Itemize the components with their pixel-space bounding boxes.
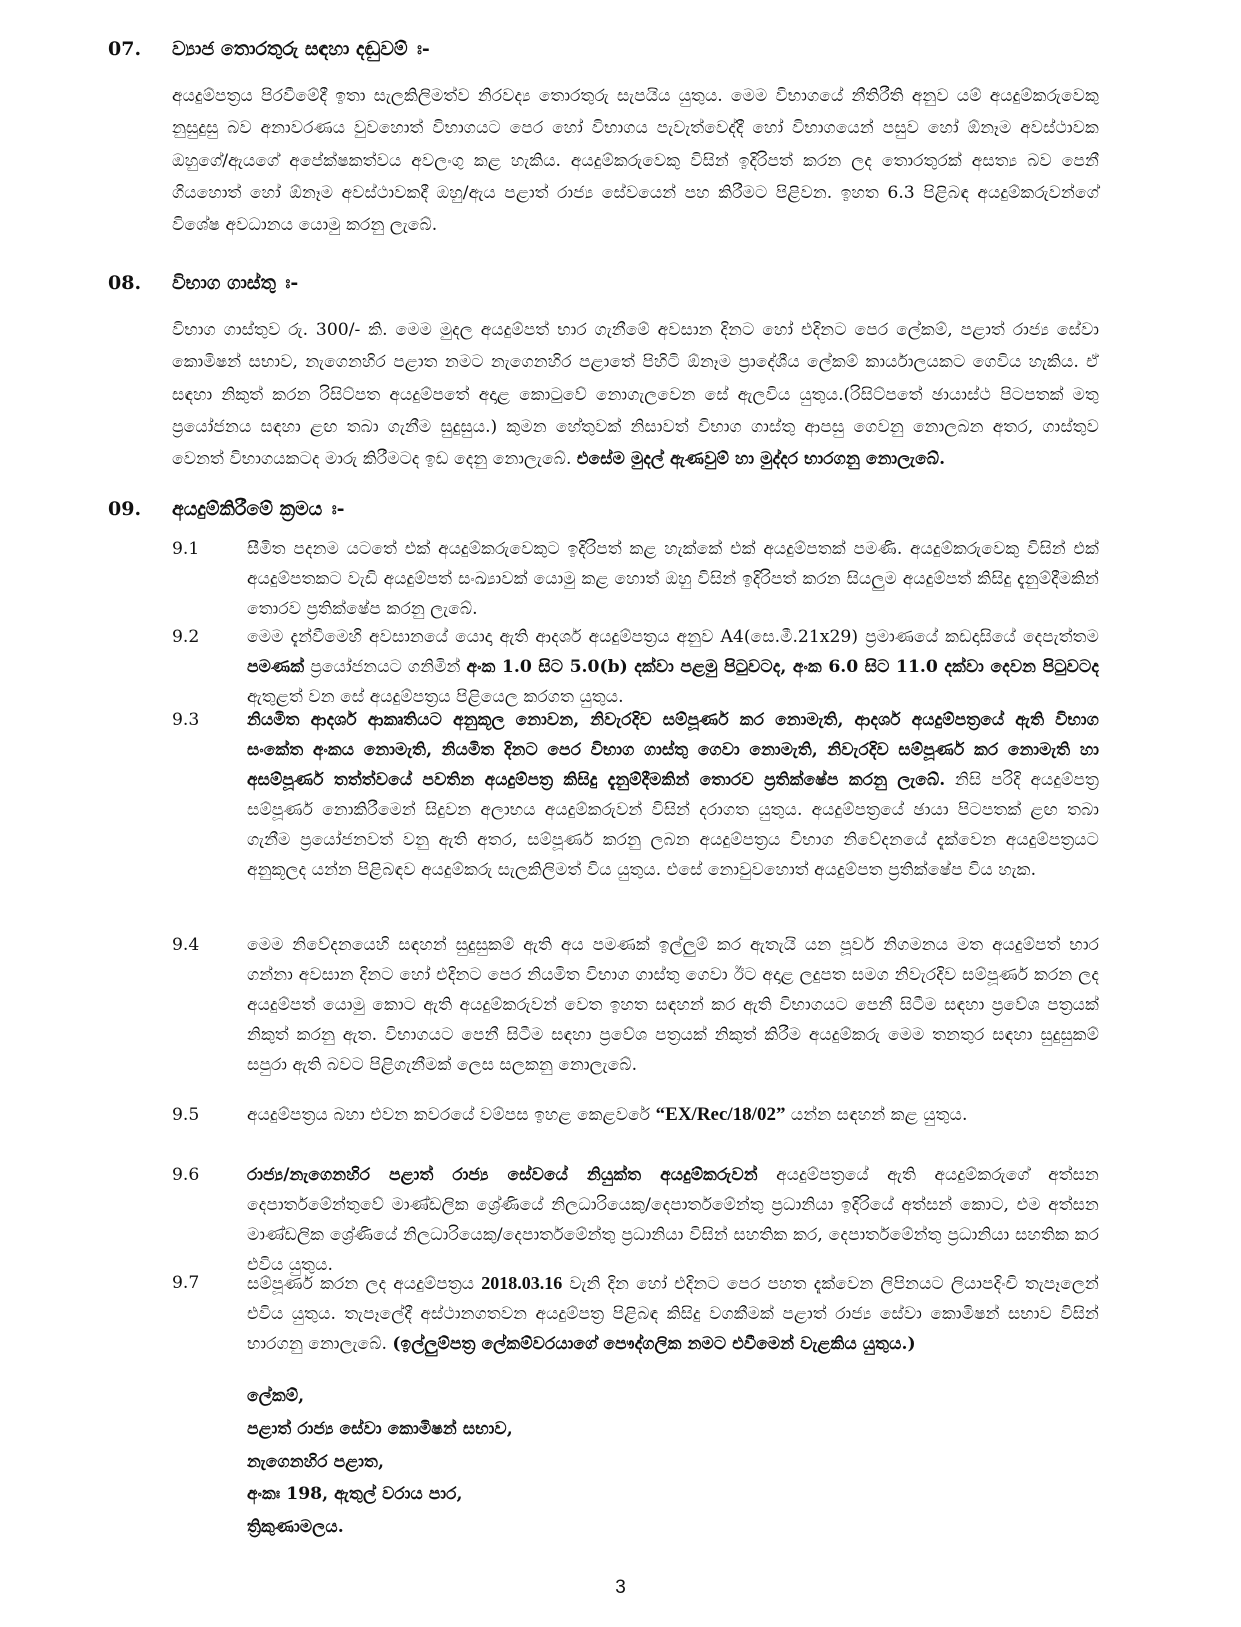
- text-run: ප්‍රයෝජනයට ගනිමින්: [304, 657, 467, 677]
- bold-text-run: අංක 1.0 සිට 5.0(b) දක්වා පළමු පිටුවටද, අංක 6.0 සිට 11.0 දක්වා දෙවන පිටුවටද: [466, 657, 1099, 677]
- section-08-heading: [0, 272, 1241, 302]
- section-07-heading: [0, 38, 1241, 68]
- bold-text-run: රාජ්‍ය/නැගෙනහිර පළාත් රාජ්‍ය සේවයේ නියුක්ත අයදුම්කරුවන්: [247, 1165, 758, 1185]
- text-run: සම්පූර්ණ කරන ලද අයදුම්පත්‍රය: [247, 1274, 482, 1294]
- text-run: අයදුම්පත්‍රයේ ඇති අයදුම්කරුගේ අත්සන දෙපාර්තමේන්තුවේ මාණ්ඩලික ශ්‍රේණියේ නිලධාරියෙකු/දෙපාර්තමේන්තු ප්‍රධානියා ඉදිරියේ අත්සන් කොට, එම අත්සන මාණ්ඩලික ශ්‍රේණියේ නිලධාරියෙකු/දෙපාර්තමේන්තු ප්‍රධානියා විසින් සහතික කර, දෙපාර්තමේන්තු ප්‍රධානියා සහතික කර එවිය යුතුය.: [247, 1165, 1099, 1275]
- section-number: 09.: [108, 498, 142, 520]
- item-number: 9.1: [172, 539, 200, 559]
- item-text: [247, 1160, 1099, 1280]
- bold-text-run: (ඉල්ලුම්පත්‍ර ලේකම්වරයාගේ පෞද්ගලික නමට එවීමෙන් වැළකිය යුතුය.): [392, 1334, 916, 1354]
- text-run: යන්න සඳහන් කළ යුතුය.: [785, 1105, 968, 1125]
- paragraph-text: විභාග ගාස්තුව රු. 300/- කි. මෙම මුදල අයදුම්පත් භාර ගැනීමේ අවසාන දිනට හෝ එදිනට පෙර ලේකම්, පළාත් රාජ්‍ය සේවා කොමිෂන් සභාව, නැගෙනහිර පළාත නමට නැගෙනහිර පළාතේ පිහිටි ඕනෑම ප්‍රාදේශීය ලේකම් කාර්යාලයකට ගෙවිය හැකිය. ඒ සඳහා නිකුත් කරන රිසිට්පත අයදුම්පතේ අදාළ කොටුවේ නොගැලවෙන සේ ඇලවිය යුතුය.(රිසිට්පතේ ඡායාස්ථ පිටපතක් මතු ප්‍රයෝජනය සඳහා ළඟ තබා ගැනීම සුදුසුය.) කුමන හේතුවක් නිසාවත් විභාග ගාස්තු ආපසු ගෙවනු නොලබන අතර, ගාස්තුව වෙනත් විභාගයකටද මාරු කිරීමටද ඉඩ දෙනු නොලැබේ.: [172, 320, 1099, 470]
- section-09-heading: [0, 498, 1241, 528]
- text-run: අයදුම්පත්‍රය බහා එවන කවරයේ වම්පස ඉහළ කෙළවරේ: [247, 1105, 656, 1125]
- deadline-date: 2018.03.16: [481, 1273, 563, 1293]
- text-run: ඇතුළත් වන සේ අයදුම්පත්‍රය පිළියෙල කරගත යුතුය.: [247, 687, 624, 707]
- item-number: 9.5: [172, 1105, 200, 1125]
- item-text: සීමිත පදනම යටතේ එක් අයදුම්කරුවෙකුට ඉදිරිපත් කළ හැක්කේ එක් අයදුම්පතක් පමණි. අයදුම්කරුවෙකු විසින් එක් අයදුම්පතකට වැඩි අයදුම්පත් සංඛ්‍යාවක් යොමු කළ හොත් ඔහු විසින් ඉදිරිපත් කරන සියලුම අයදුම්පත් කිසිදු දැනුම්දීමකින් තොරව ප්‍රතික්ෂේප කරනු ලැබේ.: [247, 539, 1099, 619]
- text-run: මෙම දැන්වීමෙහි අවසානයේ යොදා ඇති ආදර්ශ අයදුම්පත්‍රය අනුව A4(සෙ.මී.21x29) ප්‍රමාණයේ කඩදාසියේ දෙපැත්තම: [247, 627, 1099, 647]
- address-line: ත්‍රිකුණාමලය.: [247, 1517, 344, 1538]
- section-title: විභාග ගාස්තු ඃ-: [172, 272, 299, 294]
- item-text: මෙම නිවේදනයෙහි සඳහන් සුදුසුකම් ඇති අය පමණක් ඉල්ලුම් කර ඇතැයි යන පූර්ව නිගමනය මත අයදුම්පත් භාර ගන්නා අවසාන දිනට හෝ එදිනට පෙර නියමිත විභාග ගාස්තු ගෙවා ඊට අදාළ ලදුපත සමග නිවැරදිව සම්පූර්ණ කරන ලද අයදුම්පත් යොමු කොට ඇති අයදුම්කරුවන් වෙත ඉහත සඳහන් කර ඇති විභාගයට පෙනී සිටීම සඳහා ප්‍රවේශ පත්‍රයක් නිකුත් කරනු ඇත. විභාගයට පෙනී සිටීම සඳහා ප්‍රවේශ පත්‍රයක් නිකුත් කිරීම අයදුම්කරු මෙම තනතුර සඳහා සුදුසුකම් සපුරා ඇති බවට පිළිගැනීමක් ලෙස සලකනු නොලැබේ.: [247, 935, 1099, 1075]
- item-number: 9.4: [172, 935, 200, 955]
- item-text: [247, 1100, 1099, 1130]
- reference-code: “EX/Rec/18/02”: [655, 1104, 786, 1125]
- address-line: අංකඃ 198, ඇතුල් වරාය පාර,: [247, 1484, 463, 1505]
- bold-text-run: නියමිත ආදර්ශ ආකෘතියට අනුකූල නොවන, නිවැරදිව සම්පූර්ණ කර නොමැති, ආදර්ශ අයදුම්පත්‍රයේ ඇති විභාග සංකේත අංකය නොමැති, නියමිත දිනට පෙර විභාග ගාස්තු ගෙවා නොමැති, නිවැරදිව සම්පූර්ණ කර නොමැති හා අසම්පූර්ණ තත්ත්වයේ පවතින අයදුම්පත්‍ර කිසිදු දැනුම්දීමකින් තොරව ප්‍රතික්ෂේප කරනු ලැබේ.: [247, 710, 1099, 790]
- item-number: 9.3: [172, 710, 200, 730]
- paragraph-bold-text: එසේම මුදල් ඇණවුම් හා මුද්දර භාරගනු නොලැබේ.: [576, 449, 946, 470]
- item-text: [247, 622, 1099, 712]
- address-line: ලේකම්,: [247, 1386, 305, 1406]
- address-line: පළාත් රාජ්‍ය සේවා කොමිෂන් සභාව,: [247, 1418, 513, 1439]
- item-number: 9.2: [172, 627, 200, 647]
- section-number: 08.: [108, 272, 142, 294]
- item-text: [247, 1268, 1099, 1359]
- section-number: 07.: [108, 38, 142, 60]
- page-number: 3: [615, 1577, 626, 1598]
- text-run: වැනි දින හෝ එදිනට පෙර පහත දැක්වෙන ලිපිනයට ලියාපදිංචි තැපෑලෙන් එවිය යුතුය. තැපෑලේදී අස්ථානගතවන අයදුම්පත්‍ර පිළිබඳ කිසිදු වගකීමක් පළාත් රාජ්‍ය සේවා කොමිෂන් සභාව විසින් භාරගනු නොලැබේ.: [247, 1274, 1099, 1354]
- item-text: [247, 705, 1099, 885]
- item-number: 9.7: [172, 1273, 200, 1293]
- text-run: නිසි පරිදි අයදුම්පත්‍ර සම්පූර්ණ නොකිරීමෙන් සිදුවන අලාභය අයදුම්කරුවන් විසින් දරාගත යුතුය. අයදුම්පත්‍රයේ ඡායා පිටපතක් ළඟ තබා ගැනීම ප්‍රයෝජනවත් වනු ඇති අතර, සම්පූර්ණ කරනු ලබන අයදුම්පත්‍රය විභාග නිවේදනයේ දැක්වෙන අයදුම්පත්‍රයට අනුකූලද යන්න පිළිබඳව අයදුම්කරු සැලකිලිමත් විය යුතුය. එසේ නොවුවහොත් අයදුම්පත ප්‍රතික්ෂේප විය හැක.: [247, 770, 1099, 880]
- bold-text-run: පමණක්: [247, 657, 305, 677]
- address-line: නැගෙනහිර පළාත,: [247, 1451, 384, 1472]
- item-number: 9.6: [172, 1165, 200, 1185]
- address-block: [247, 1380, 513, 1544]
- section-07-paragraph: අයදුම්පත්‍රය පිරවීමේදී ඉතා සැලකිලිමත්ව නිරවද්‍ය තොරතුරු සැපයිය යුතුය. මෙම විභාගයේ නීතිරීති අනුව යම් අයදුම්කරුවෙකු නුසුදුසු බව අනාවරණය වුවහොත් විභාගයට පෙර හෝ විභාගය පැවැත්වෙද්දී හෝ විභාගයෙන් පසුව හෝ ඕනෑම අවස්ථාවක ඔහුගේ/ඇයගේ අපේක්ෂකත්වය අවලංගු කළ හැකිය. අයදුම්කරුවෙකු විසින් ඉදිරිපත් කරන ලද තොරතුරක් අසත්‍ය බව පෙනී ගියහොත් හෝ ඕනෑම අවස්ථාවකදී ඔහු/ඇය පළාත් රාජ්‍ය සේවයෙන් පහ කිරීමට පිළිවන. ඉහත 6.3 පිළිබඳ අයදුම්කරුවන්ගේ විශේෂ අවධානය යොමු කරනු ලැබේ.: [172, 86, 1099, 236]
- section-08-paragraph: [172, 314, 1099, 475]
- section-title: අයදුම්කිරීමේ ක්‍රමය ඃ-: [172, 498, 345, 520]
- section-title: ව්‍යාජ තොරතුරු සඳහා දඬුවම් ඃ-: [172, 38, 430, 60]
